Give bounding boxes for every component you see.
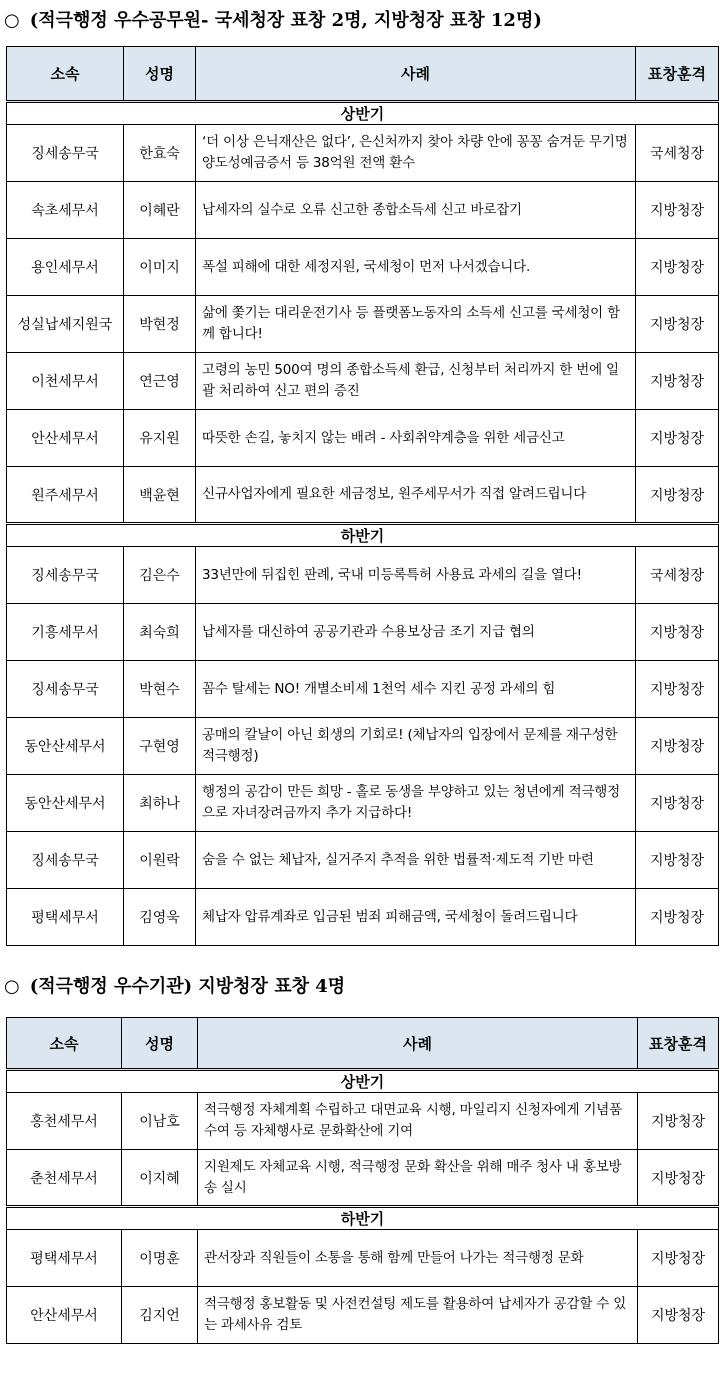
case-cell: 폭설 피해에 대한 세정지원, 국세청이 먼저 나서겠습니다. — [196, 239, 636, 296]
table-row — [7, 125, 719, 182]
period-label: 상반기 — [7, 1070, 719, 1093]
name-cell: 이남호 — [122, 1093, 198, 1150]
name-cell: 이지혜 — [122, 1150, 198, 1207]
org-cell: 평택세무서 — [7, 889, 124, 946]
org-cell: 성실납세지원국 — [7, 296, 124, 353]
table-body — [7, 102, 719, 946]
org-cell: 징세송무국 — [7, 832, 124, 889]
award-cell: 국세청장 — [636, 125, 719, 182]
table-row — [7, 296, 719, 353]
case-cell: 33년만에 뒤집힌 판례, 국내 미등록특허 사용료 과세의 길을 열다! — [196, 547, 636, 604]
award-cell: 지방청장 — [636, 832, 719, 889]
org-cell: 기흥세무서 — [7, 604, 124, 661]
org-cell: 징세송무국 — [7, 125, 124, 182]
section1-title-text: (적극행정 우수공무원- 국세청장 표창 2명, 지방청장 표창 12명) — [29, 10, 542, 31]
header-case: 사례 — [198, 1018, 638, 1070]
name-cell: 이원락 — [124, 832, 196, 889]
org-cell: 안산세무서 — [7, 410, 124, 467]
header-name: 성명 — [122, 1018, 198, 1070]
table-row — [7, 1093, 719, 1150]
award-cell: 지방청장 — [638, 1230, 719, 1287]
award-cell: 지방청장 — [636, 718, 719, 775]
org-cell: 징세송무국 — [7, 547, 124, 604]
table-row — [7, 661, 719, 718]
award-cell: 지방청장 — [636, 889, 719, 946]
name-cell: 한효숙 — [124, 125, 196, 182]
case-cell: ‘더 이상 은닉재산은 없다’, 은신처까지 찾아 차량 안에 꽁꽁 숨겨둔 무기명 양도성예금증서 등 38억원 전액 환수 — [196, 125, 636, 182]
award-cell: 지방청장 — [638, 1287, 719, 1344]
org-cell: 춘천세무서 — [7, 1150, 122, 1207]
table-row — [7, 889, 719, 946]
period-row — [7, 102, 719, 125]
case-cell: 따뜻한 손길, 놓치지 않는 배려 - 사회취약계층을 위한 세금신고 — [196, 410, 636, 467]
name-cell: 최숙희 — [124, 604, 196, 661]
header-name: 성명 — [124, 47, 196, 102]
table-row — [7, 832, 719, 889]
case-cell: 적극행정 자체계획 수립하고 대면교육 시행, 마일리지 신청자에게 기념품 수여 등 자체행사로 문화확산에 기여 — [198, 1093, 638, 1150]
header-org: 소속 — [7, 47, 124, 102]
award-cell: 지방청장 — [636, 775, 719, 832]
award-cell: 지방청장 — [638, 1150, 719, 1207]
case-cell: 지원제도 자체교육 시행, 적극행정 문화 확산을 위해 매주 청사 내 홍보방송 실시 — [198, 1150, 638, 1207]
table-row — [7, 239, 719, 296]
case-cell: 적극행정 홍보활동 및 사전컨설팅 제도를 활용하여 납세자가 공감할 수 있는 과세사유 검토 — [198, 1287, 638, 1344]
period-row — [7, 524, 719, 547]
table-row — [7, 410, 719, 467]
table-row — [7, 467, 719, 524]
table-header-row — [7, 47, 719, 102]
header-award: 표창훈격 — [638, 1018, 719, 1070]
award-cell: 국세청장 — [636, 547, 719, 604]
name-cell: 이미지 — [124, 239, 196, 296]
case-cell: 관서장과 직원들이 소통을 통해 함께 만들어 나가는 적극행정 문화 — [198, 1230, 638, 1287]
name-cell: 백윤현 — [124, 467, 196, 524]
award-cell: 지방청장 — [636, 604, 719, 661]
org-cell: 홍천세무서 — [7, 1093, 122, 1150]
section2-title-text: (적극행정 우수기관) 지방청장 표창 4명 — [29, 976, 346, 997]
section1-title — [4, 6, 542, 32]
name-cell: 이혜란 — [124, 182, 196, 239]
org-cell: 안산세무서 — [7, 1287, 122, 1344]
award-cell: 지방청장 — [638, 1093, 719, 1150]
case-cell: 꼼수 탈세는 NO! 개별소비세 1천억 세수 지킨 공정 과세의 힘 — [196, 661, 636, 718]
org-cell: 원주세무서 — [7, 467, 124, 524]
name-cell: 김은수 — [124, 547, 196, 604]
award-cell: 지방청장 — [636, 467, 719, 524]
award-cell: 지방청장 — [636, 239, 719, 296]
case-cell: 숨을 수 없는 체납자, 실거주지 추적을 위한 법률적·제도적 기반 마련 — [196, 832, 636, 889]
table-row — [7, 547, 719, 604]
header-org: 소속 — [7, 1018, 122, 1070]
circle-bullet-icon: ○ — [4, 976, 20, 997]
table-row — [7, 353, 719, 410]
table-row — [7, 604, 719, 661]
name-cell: 최하나 — [124, 775, 196, 832]
name-cell: 이명훈 — [122, 1230, 198, 1287]
period-row — [7, 1207, 719, 1230]
name-cell: 박현정 — [124, 296, 196, 353]
table-row — [7, 718, 719, 775]
case-cell: 납세자를 대신하여 공공기관과 수용보상금 조기 지급 협의 — [196, 604, 636, 661]
name-cell: 김지언 — [122, 1287, 198, 1344]
org-cell: 평택세무서 — [7, 1230, 122, 1287]
org-cell: 동안산세무서 — [7, 775, 124, 832]
org-cell: 속초세무서 — [7, 182, 124, 239]
award-cell: 지방청장 — [636, 410, 719, 467]
header-award: 표창훈격 — [636, 47, 719, 102]
table-row — [7, 1150, 719, 1207]
case-cell: 고령의 농민 500여 명의 종합소득세 환급, 신청부터 처리까지 한 번에 일괄 처리하여 신고 편의 증진 — [196, 353, 636, 410]
award-cell: 지방청장 — [636, 182, 719, 239]
period-label: 상반기 — [7, 102, 719, 125]
org-cell: 징세송무국 — [7, 661, 124, 718]
officials-award-table — [6, 46, 719, 946]
case-cell: 납세자의 실수로 오류 신고한 종합소득세 신고 바로잡기 — [196, 182, 636, 239]
name-cell: 연근영 — [124, 353, 196, 410]
header-case: 사례 — [196, 47, 636, 102]
table-row — [7, 182, 719, 239]
org-cell: 이천세무서 — [7, 353, 124, 410]
agency-award-table — [6, 1017, 719, 1344]
case-cell: 신규사업자에게 필요한 세금정보, 원주세무서가 직접 알려드립니다 — [196, 467, 636, 524]
period-label: 하반기 — [7, 1207, 719, 1230]
case-cell: 삶에 쫓기는 대리운전기사 등 플랫폼노동자의 소득세 신고를 국세청이 함께 합니다! — [196, 296, 636, 353]
award-cell: 지방청장 — [636, 353, 719, 410]
period-row — [7, 1070, 719, 1093]
org-cell: 용인세무서 — [7, 239, 124, 296]
name-cell: 박현수 — [124, 661, 196, 718]
table-header-row — [7, 1018, 719, 1070]
table-row — [7, 775, 719, 832]
name-cell: 유지원 — [124, 410, 196, 467]
circle-bullet-icon: ○ — [4, 10, 20, 31]
name-cell: 김영욱 — [124, 889, 196, 946]
table-body — [7, 1070, 719, 1344]
name-cell: 구현영 — [124, 718, 196, 775]
award-cell: 지방청장 — [636, 661, 719, 718]
period-label: 하반기 — [7, 524, 719, 547]
section2-title — [4, 972, 345, 998]
case-cell: 공매의 칼날이 아닌 회생의 기회로! (체납자의 입장에서 문제를 재구성한 적극행정) — [196, 718, 636, 775]
table-row — [7, 1287, 719, 1344]
table-row — [7, 1230, 719, 1287]
org-cell: 동안산세무서 — [7, 718, 124, 775]
case-cell: 체납자 압류계좌로 입금된 범죄 피해금액, 국세청이 돌려드립니다 — [196, 889, 636, 946]
case-cell: 행정의 공감이 만든 희망 - 홀로 동생을 부양하고 있는 청년에게 적극행정으로 자녀장려금까지 추가 지급하다! — [196, 775, 636, 832]
award-cell: 지방청장 — [636, 296, 719, 353]
